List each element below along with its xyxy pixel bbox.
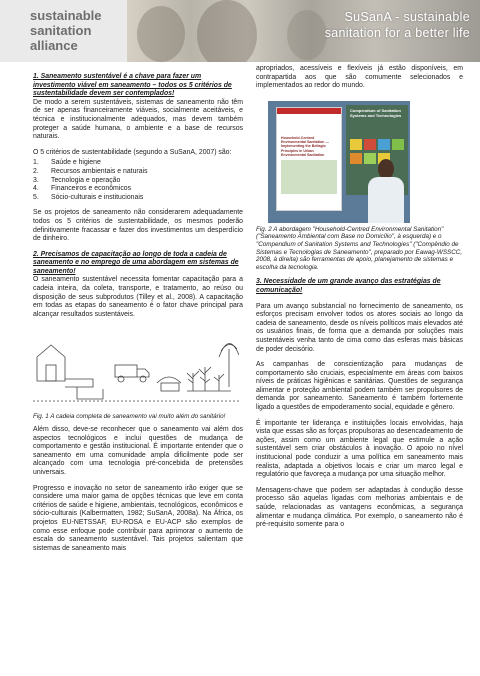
list-item: 4. Financeiros e econômicos bbox=[33, 185, 132, 193]
list-item: 1. Saúde e higiene bbox=[33, 159, 101, 167]
figure-1-caption: Fig. 1 A cadeia completa de saneamento vai muito além do sanitário! bbox=[33, 413, 226, 421]
list-item: 3. Tecnologia e operação bbox=[33, 176, 121, 184]
header-banner bbox=[0, 0, 480, 62]
tagline-2: sanitation for a better life bbox=[324, 26, 470, 40]
alliance-logo bbox=[0, 0, 127, 62]
logo-line-1: sustainable bbox=[30, 8, 102, 23]
hces-book-cover bbox=[276, 107, 342, 211]
section-3-paragraph-1: Para um avanço substancial no fornecimento de saneamento, os esforços precisam envolver todos os atores sociais ao longo da cadeia de saneamento, desde os níveis políticos mais elevados até os usuários finais, de forma que a demanda por soluções mais sustentáveis venha tanto de cima como das esferas mais básicas de poder decisório. bbox=[256, 302, 463, 353]
section-1-paragraph-2: O 5 critérios de sustentabilidade (segundo a SuSanA, 2007) são: bbox=[33, 148, 232, 156]
section-3-title: 3. Necessidade de um grande avanço das estratégias de comunicação! bbox=[256, 278, 441, 294]
person-figure bbox=[368, 159, 404, 223]
logo-line-3: alliance bbox=[30, 38, 78, 53]
section-1-title: 1. Saneamento sustentável é a chave para fazer um investimento viável em saneamento – todos os 5 critérios de sustentabilidade devem ser contemplados! bbox=[33, 73, 232, 98]
section-3-paragraph-3: É importante ter liderança e instituições locais envolvidas, haja vista que essas são as forças propulsoras ao desencadeamento de ações, assim como um ambiente legal que estimule a ação sustentável sem criar obstáculos à inovação. O apoio no nível institucional pode conduzir a uma política em saneamento mais realista, adaptada a objetivos locais e criar um marco legal e regulatório que favoreça a mudança por uma situação melhor. bbox=[256, 419, 463, 479]
book-title: Household-Centred Environmental Sanitation — Implementing the Bellagio Principles in Urban Environmental Sanitation bbox=[281, 135, 329, 157]
section-1-paragraph-1: De modo a serem sustentáveis, sistemas de saneamento não têm de ser apenas financeiramente viáveis, socialmente aceitáveis, e técnica e institucionalmente adequados, mas devem também proteger a saúde humana, o ambiente e a base de recursos naturais. bbox=[33, 98, 243, 141]
list-item: 5. Sócio-culturais e institucionais bbox=[33, 193, 144, 201]
section-3-paragraph-4: Mensagens-chave que podem ser adaptadas à condução desse processo são aquelas ligadas com melhorias ambientais e de saúde, relacionadas as vantagens econômicas, a segurança alimentar e mudança climática. Por exemplo, o saneamento não é pré-requisito somente para o bbox=[256, 486, 463, 529]
criteria-list bbox=[33, 159, 243, 202]
sketch-drawing bbox=[33, 327, 239, 409]
figure-2-caption: Fig. 2 A abordagem "Household-Centred Environmental Sanitation" ("Saneamento Ambiental com Base no Domicílio", à esquerda) e o "Compendium of Sanitation Systems and Technologies" ("Compêndio de Sistemas e Tecnologias de Saneamento", preparado por Eawag-WSSCC, 2008, à direita) são ferramentas de apoio, planejamento de sistemas e escolha da tecnologia. bbox=[256, 225, 463, 271]
poster-title: Compendium of Sanitation Systems and Technologies bbox=[350, 107, 402, 118]
tagline-1: SuSanA - sustainable bbox=[344, 10, 470, 24]
right-column bbox=[256, 65, 463, 530]
section-2-title: 2. Precisamos de capacitação ao longo de toda a cadeia de saneamento e no emprego de uma abordagem em sistemas de saneamento! bbox=[33, 250, 239, 275]
sanitation-chain-sketch bbox=[33, 327, 239, 409]
list-item: 2. Recursos ambientais e naturais bbox=[33, 167, 148, 175]
section-2-paragraph-2: Além disso, deve-se reconhecer que o saneamento vai além dos aspectos tecnológicos e inclui questões de mudança de comportamento e gestão institucional. É importante entender que o saneamento em uma comunidade ampla dificilmente pode ser alcançado com uma tecnologia pré-concebida de pretensões universais. bbox=[33, 426, 243, 476]
left-column bbox=[33, 73, 243, 553]
section-2-paragraph-3: Progresso e inovação no setor de saneamento irão exiger que se considere uma maior gama de opções técnicas que leve em conta critérios de saúde e higiene, ambientais, tecnológicos, econômicos e sócio-culturais (Kalbermatten, 1982; SuSanA, 2008a). Na África, os projetos EU-NETSSAF, EU-ROSA e EU-ACP são exemplos de como esse enfoque pode contribuir para aprimorar o aumento de escala do saneamento sustentável. Tais projetos salientam que sistemas de saneamento mais bbox=[33, 484, 243, 552]
right-paragraph-0: apropriados, acessíveis e flexíveis já estão disponíveis, em contrapartida aos que são comumente selecionados e implementados ao redor do mundo. bbox=[256, 65, 463, 90]
section-1-paragraph-3: Se os projetos de saneamento não considerarem adequadamente todos os 5 critérios de sustentabilidade, os mesmos poderão definitivamente fracassar e fazer dos investimentos um desperdício de dinheiro. bbox=[33, 209, 243, 243]
figure-2-photo bbox=[268, 101, 410, 223]
section-2-paragraph-1: O saneamento sustentável necessita fomentar capacitação para a cadeia inteira, da coleta, transporte, e tratamento, ao reúso ou disposição de seus subprodutos (Tilley et al., 2008). A capacitação em todas as etapas do saneamento é o fator chave principal para alcançar resultados sustentáveis. bbox=[33, 276, 243, 318]
logo-line-2: sanitation bbox=[30, 23, 92, 38]
section-3-paragraph-2: As campanhas de conscientização para mudanças de comportamento são cruciais, especialmente em áreas com baixos níveis de práticas higiênicas e sanitárias. Questões de segurança alimentar e proteção ambiental podem também ser propulsores de demanda por saneamento. Saneamento é também fortemente ligado a questões de empoderamento social, equidade e gênero. bbox=[256, 361, 463, 412]
